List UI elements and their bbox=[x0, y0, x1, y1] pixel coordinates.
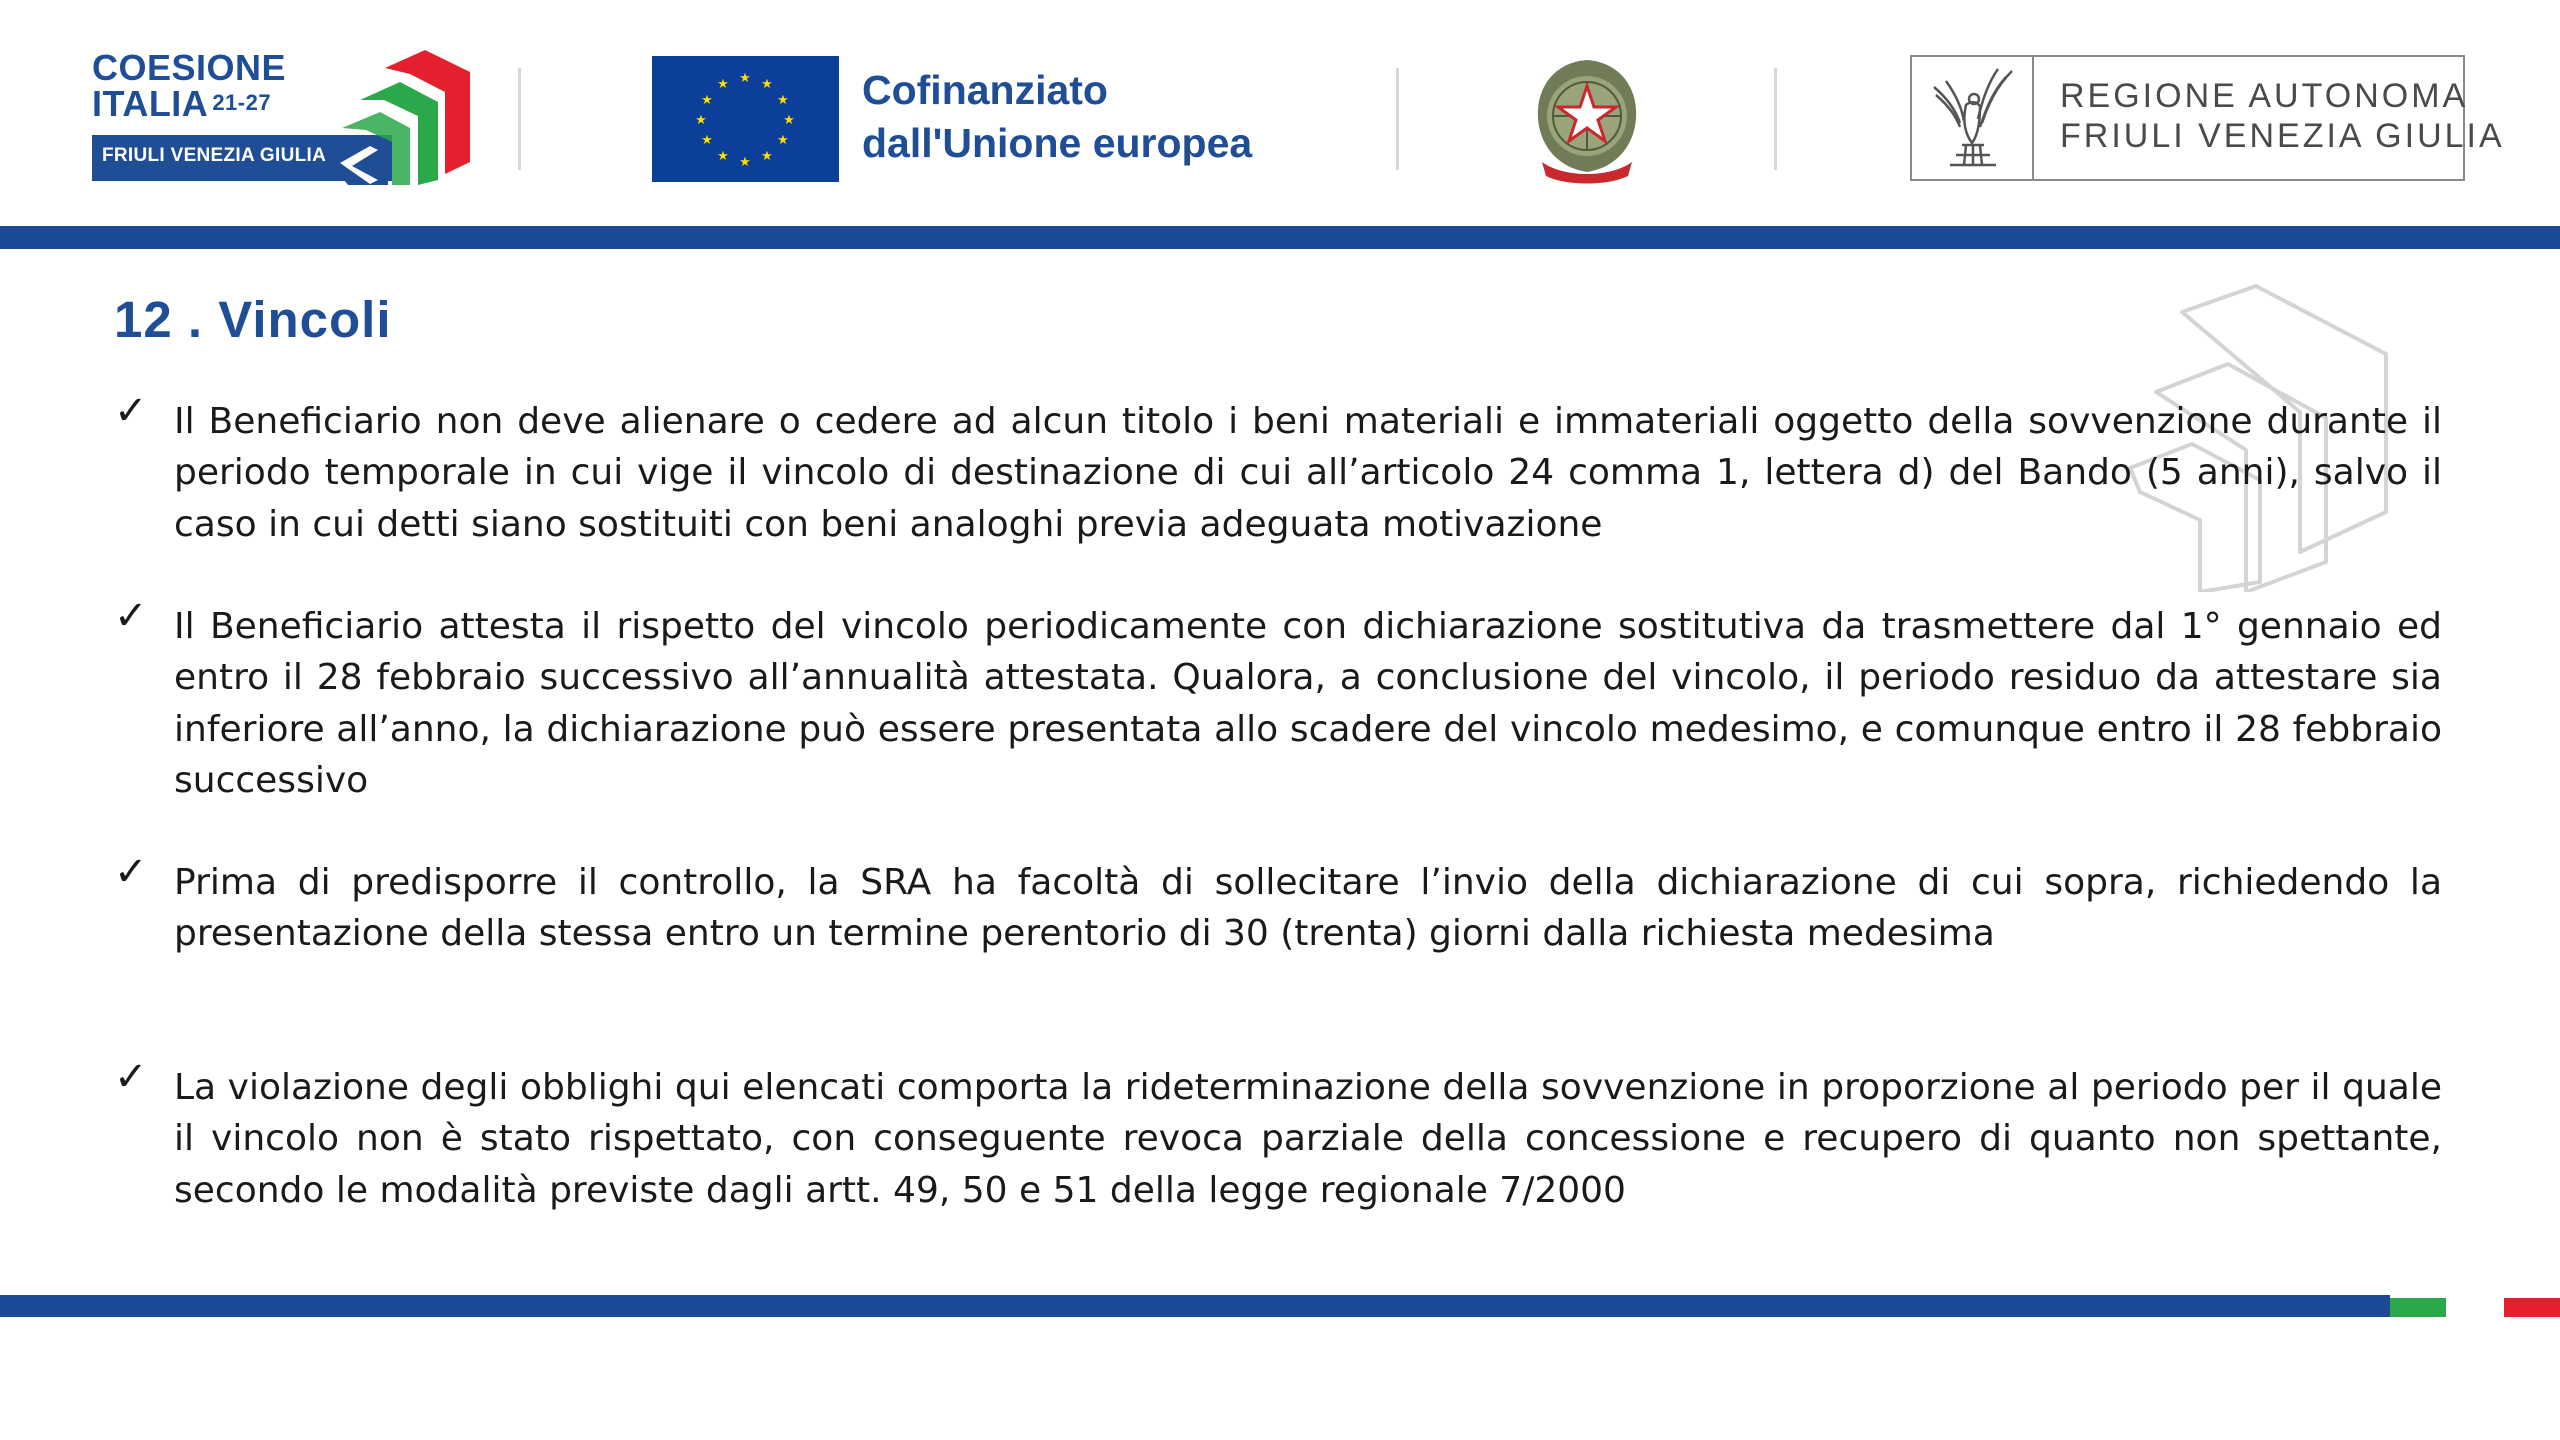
svg-text:★: ★ bbox=[695, 113, 707, 128]
svg-text:★: ★ bbox=[761, 149, 773, 164]
fvg-eagle-cell bbox=[1912, 57, 2034, 179]
region-line2: FRIULI VENEZIA GIULIA bbox=[2060, 117, 2505, 155]
eu-line1: Cofinanziato bbox=[862, 67, 1108, 113]
svg-text:★: ★ bbox=[777, 133, 789, 148]
flag-stripe-white bbox=[2446, 1298, 2504, 1317]
svg-text:★: ★ bbox=[783, 113, 795, 128]
coesione-line1: COESIONE bbox=[92, 47, 287, 88]
regione-fvg-logo bbox=[1910, 55, 2505, 181]
eu-flag-icon bbox=[652, 56, 839, 182]
flag-stripe-green bbox=[2390, 1298, 2446, 1317]
header-divider-bar bbox=[0, 226, 2560, 249]
eu-line2: dall'Unione europea bbox=[862, 120, 1253, 166]
svg-text:★: ★ bbox=[717, 149, 729, 164]
svg-text:★: ★ bbox=[717, 77, 729, 92]
svg-text:★: ★ bbox=[739, 155, 751, 170]
svg-text:★: ★ bbox=[701, 133, 713, 148]
checkmark-icon: ✓ bbox=[114, 849, 148, 895]
checkmark-icon: ✓ bbox=[114, 1054, 148, 1100]
list-item-text: Prima di predisporre il controllo, la SRA ha facoltà di sollecitare l’invio della dichiarazione di cui sopra, richiedendo la presentazione della stessa entro un termine perentorio di 30 (trenta) giorni dalla richiesta medesima bbox=[174, 862, 2442, 955]
header-separator bbox=[1774, 68, 1777, 170]
checkmark-icon: ✓ bbox=[114, 388, 148, 434]
list-item-text: Il Beneficiario non deve alienare o cedere ad alcun titolo i beni materiali e immateriali oggetto della sovvenzione durante il periodo temporale in cui vige il vincolo di destinazione di cui all’articolo 24 comma 1, lettera d) del Bando (5 anni), salvo il caso in cui detti siano sostituiti con beni analoghi previa adeguata motivazione bbox=[174, 401, 2442, 545]
list-item-text: La violazione degli obblighi qui elencati comporta la rideterminazione della sovvenzione in proporzione al periodo per il quale il vincolo non è stato rispettato, con conseguente revoca parziale della concessione e recupero di quanto non spettante, secondo le modalità previste dagli artt. 49, 50 e 51 della legge regionale 7/2000 bbox=[174, 1067, 2442, 1211]
coesione-wordmark bbox=[92, 47, 287, 124]
checkmark-icon: ✓ bbox=[114, 593, 148, 639]
flag-stripe-red bbox=[2504, 1298, 2560, 1317]
region-line1: REGIONE AUTONOMA bbox=[2060, 77, 2469, 115]
list-item-text: Il Beneficiario attesta il rispetto del vincolo periodicamente con dichiarazione sostitutiva da trasmettere dal 1° gennaio ed entro il 28 febbraio successivo all’annualità attestata. Qualora, a conclusione del vincolo, il periodo residuo da attestare sia inferiore all’anno, la dichiarazione può essere presentata allo scadere del vincolo medesimo, e comunque entro il 28 febbraio successivo bbox=[174, 606, 2442, 801]
header-separator bbox=[518, 68, 521, 170]
coesione-italia-logo bbox=[90, 47, 470, 185]
coesione-years: 21-27 bbox=[212, 90, 272, 115]
coesione-line2: ITALIA bbox=[92, 83, 209, 124]
eu-cofinance-label bbox=[862, 64, 1252, 170]
italian-republic-emblem-icon bbox=[1528, 52, 1646, 187]
footer-bar bbox=[0, 1295, 2390, 1317]
coesione-region-label: FRIULI VENEZIA GIULIA bbox=[102, 145, 327, 166]
page-title: 12 . Vincoli bbox=[114, 291, 392, 348]
header-separator bbox=[1396, 68, 1399, 170]
svg-text:★: ★ bbox=[777, 93, 789, 108]
svg-text:★: ★ bbox=[701, 93, 713, 108]
eagle-icon bbox=[1926, 65, 2020, 173]
coesione-arrow-icon bbox=[330, 50, 470, 185]
svg-text:★: ★ bbox=[739, 71, 751, 86]
svg-text:★: ★ bbox=[761, 77, 773, 92]
